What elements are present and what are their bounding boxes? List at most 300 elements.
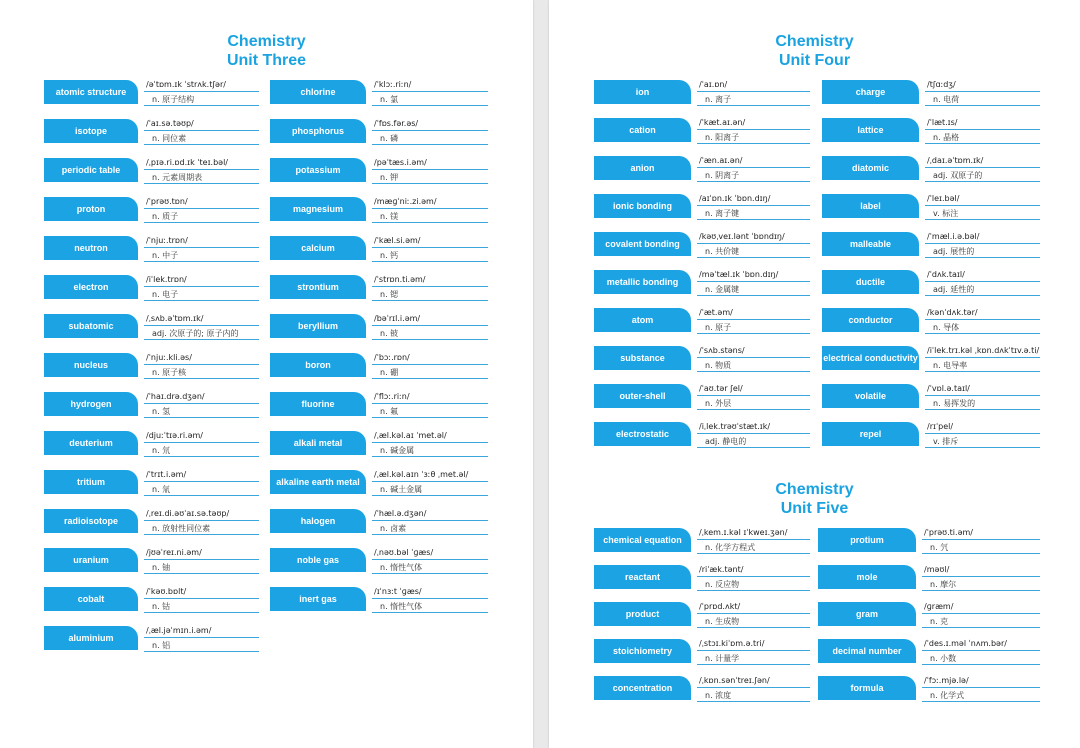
meaning-text: n. 铀 [152,563,171,572]
term-label: halogen [270,509,366,533]
phonetic-text: /ˈnjuː.kli.əs/ [146,353,192,362]
term-label: strontium [270,275,366,299]
phonetic-text: /ɪˈnɜːt ˈɡæs/ [374,587,422,596]
underline-rule [144,325,259,326]
term-label: potassium [270,158,366,182]
phonetic-text: /ˈdes.ɪ.məl ˈnʌm.bər/ [924,639,1007,648]
meaning-text: n. 原子 [705,323,732,332]
meaning-text: n. 化学方程式 [705,543,756,552]
phonetic-text: /djuːˈtɪə.ri.əm/ [146,431,203,440]
underline-rule [372,247,488,248]
vocab-entry-electrostatic [594,422,810,448]
underline-rule [925,91,1040,92]
term-label: deuterium [44,431,138,455]
term-label: reactant [594,565,691,589]
meaning-text: n. 铍 [380,329,399,338]
underline-rule [922,627,1040,628]
underline-rule [372,598,488,599]
meaning-text: n. 碱土金属 [380,485,423,494]
term-label: substance [594,346,691,370]
meaning-text: n. 易挥发的 [933,399,976,408]
underline-rule [372,559,488,560]
term-label: electrical conductivity [822,346,919,370]
term-label: inert gas [270,587,366,611]
vocab-entry-chemical-equation [594,528,810,554]
underline-rule [372,534,488,535]
term-label: noble gas [270,548,366,572]
meaning-text: n. 硼 [380,368,399,377]
underline-rule [925,219,1040,220]
term-label: atom [594,308,691,332]
vocab-entry-nucleus [44,353,259,379]
meaning-text: n. 氚 [152,485,171,494]
vocab-entry-boron [270,353,488,379]
vocab-entry-uranium [44,548,259,574]
underline-rule [144,222,259,223]
term-label: proton [44,197,138,221]
meaning-text: n. 元素周期表 [152,173,203,182]
underline-rule [697,281,810,282]
underline-rule [697,395,810,396]
vocab-entry-ductile [822,270,1040,296]
vocab-entry-electron [44,275,259,301]
underline-rule [925,167,1040,168]
vocab-entry-inert-gas [270,587,488,613]
phonetic-text: /ˈfɒs.fər.əs/ [374,119,419,128]
underline-rule [144,91,259,92]
subject-heading: Chemistry [775,481,854,498]
underline-rule [697,243,810,244]
meaning-text: n. 克 [930,617,949,626]
unit-heading: Unit Five [780,500,849,517]
phonetic-text: /məʊl/ [924,565,950,574]
underline-rule [922,590,1040,591]
meaning-text: n. 钴 [152,602,171,611]
underline-rule [922,613,1040,614]
term-label: magnesium [270,197,366,221]
meaning-text: n. 离子键 [705,209,740,218]
meaning-text: adj. 次原子的; 原子内的 [152,329,239,338]
underline-rule [372,208,488,209]
meaning-text: n. 氘 [152,446,171,455]
meaning-text: n. 导体 [933,323,960,332]
underline-rule [697,319,810,320]
phonetic-text: /ˈkæt.aɪ.ən/ [699,118,746,127]
term-label: malleable [822,232,919,256]
term-label: ionic bonding [594,194,691,218]
underline-rule [144,573,259,574]
underline-rule [372,417,488,418]
phonetic-text: /ˈstrɒn.ti.əm/ [374,275,426,284]
underline-rule [925,433,1040,434]
underline-rule [925,181,1040,182]
underline-rule [144,208,259,209]
meaning-text: n. 浓度 [705,691,732,700]
term-label: stoichiometry [594,639,691,663]
underline-rule [922,664,1040,665]
vocab-entry-subatomic [44,314,259,340]
phonetic-text: /ˈklɔː.riːn/ [374,80,412,89]
underline-rule [697,181,810,182]
term-label: formula [818,676,916,700]
term-label: conductor [822,308,919,332]
underline-rule [925,105,1040,106]
phonetic-text: /ˌæl.jəˈmɪn.i.əm/ [146,626,212,635]
term-label: electron [44,275,138,299]
vocab-entry-cation [594,118,810,144]
phonetic-text: /ˈbɔː.rɒn/ [374,353,410,362]
term-label: tritium [44,470,138,494]
underline-rule [697,627,810,628]
term-label: charge [822,80,919,104]
phonetic-text: /əˈtɒm.ɪk ˈstrʌk.tʃər/ [146,80,226,89]
underline-rule [697,205,810,206]
underline-rule [925,205,1040,206]
vocab-entry-substance [594,346,810,372]
phonetic-text: /ˈlæt.ɪs/ [927,118,958,127]
vocab-entry-aluminium [44,626,259,652]
underline-rule [372,325,488,326]
phonetic-text: /ˌpɪə.ri.ɒd.ɪk ˈteɪ.bəl/ [146,158,229,167]
phonetic-text: /ˈsʌb.stəns/ [699,346,745,355]
underline-rule [144,378,259,379]
meaning-text: n. 镁 [380,212,399,221]
phonetic-text: /ˌreɪ.di.əʊˈaɪ.sə.təʊp/ [146,509,230,518]
underline-rule [372,403,488,404]
phonetic-text: /rɪˈpel/ [927,422,954,431]
vocab-entry-repel [822,422,1040,448]
underline-rule [372,105,488,106]
subject-heading: Chemistry [227,33,306,50]
underline-rule [925,333,1040,334]
underline-rule [144,481,259,482]
underline-rule [697,539,810,540]
underline-rule [922,687,1040,688]
underline-rule [372,286,488,287]
term-label: chemical equation [594,528,691,552]
underline-rule [697,167,810,168]
term-label: hydrogen [44,392,138,416]
meaning-text: n. 晶格 [933,133,960,142]
vocab-entry-outer-shell [594,384,810,410]
underline-rule [372,91,488,92]
term-label: calcium [270,236,366,260]
underline-rule [697,295,810,296]
meaning-text: n. 电导率 [933,361,968,370]
phonetic-text: /ɡræm/ [924,602,954,611]
vocab-entry-decimal-number [818,639,1040,665]
meaning-text: v. 标注 [933,209,959,218]
vocab-entry-label [822,194,1040,220]
underline-rule [922,576,1040,577]
underline-rule [144,495,259,496]
meaning-text: n. 外层 [705,399,732,408]
underline-rule [922,701,1040,702]
underline-rule [372,456,488,457]
phonetic-text: /iˈlek.trɒn/ [146,275,187,284]
vocab-entry-periodic-table [44,158,259,184]
term-label: metallic bonding [594,270,691,294]
meaning-text: n. 原子结构 [152,95,195,104]
vocab-entry-diatomic [822,156,1040,182]
underline-rule [144,520,259,521]
term-label: decimal number [818,639,916,663]
term-label: uranium [44,548,138,572]
underline-rule [697,650,810,651]
vocab-entry-alkaline-earth-metal [270,470,488,496]
phonetic-text: /kənˈdʌk.tər/ [927,308,978,317]
meaning-text: n. 氟 [380,407,399,416]
meaning-text: n. 计量学 [705,654,740,663]
vocab-entry-magnesium [270,197,488,223]
phonetic-text: /mæɡˈniː.zi.əm/ [374,197,437,206]
page-left [0,0,533,748]
vocab-entry-electrical-conductivity [822,346,1040,372]
phonetic-text: /ˌkɒn.sənˈtreɪ.ʃən/ [699,676,770,685]
vocab-entry-atomic-structure [44,80,259,106]
underline-rule [697,357,810,358]
underline-rule [144,261,259,262]
vocab-entry-chlorine [270,80,488,106]
term-label: repel [822,422,919,446]
underline-rule [144,364,259,365]
underline-rule [925,395,1040,396]
vocab-entry-neutron [44,236,259,262]
vocab-entry-malleable [822,232,1040,258]
underline-rule [372,612,488,613]
phonetic-text: /ˈprəʊ.ti.əm/ [924,528,973,537]
term-label: volatile [822,384,919,408]
meaning-text: n. 碱金属 [380,446,415,455]
phonetic-text: /ˈhæl.ə.dʒən/ [374,509,427,518]
vocab-entry-alkali-metal [270,431,488,457]
underline-rule [144,183,259,184]
meaning-text: n. 钾 [380,173,399,182]
phonetic-text: /bəˈrɪl.i.əm/ [374,314,421,323]
phonetic-text: /ˈaʊ.tər ʃel/ [699,384,743,393]
phonetic-text: /ˌæl.kəl.aɪn ˈɜːθ ˌmet.əl/ [374,470,469,479]
underline-rule [372,481,488,482]
term-label: anion [594,156,691,180]
underline-rule [372,300,488,301]
underline-rule [144,300,259,301]
vocab-entry-strontium [270,275,488,301]
underline-rule [697,664,810,665]
term-label: electrostatic [594,422,691,446]
underline-rule [697,91,810,92]
underline-rule [144,247,259,248]
phonetic-text: /pəˈtæs.i.əm/ [374,158,427,167]
meaning-text: n. 离子 [705,95,732,104]
phonetic-text: /ˈmæl.i.ə.bəl/ [927,232,980,241]
meaning-text: n. 中子 [152,251,179,260]
underline-rule [697,613,810,614]
term-label: diatomic [822,156,919,180]
underline-rule [697,219,810,220]
term-label: concentration [594,676,691,700]
underline-rule [922,539,1040,540]
vocab-entry-gram [818,602,1040,628]
underline-rule [925,281,1040,282]
underline-rule [925,371,1040,372]
term-label: radioisotope [44,509,138,533]
term-label: chlorine [270,80,366,104]
meaning-text: adj. 静电的 [705,437,747,446]
term-label: atomic structure [44,80,138,104]
underline-rule [372,520,488,521]
meaning-text: n. 氯 [380,95,399,104]
underline-rule [697,129,810,130]
meaning-text: n. 生成物 [705,617,740,626]
vocab-entry-phosphorus [270,119,488,145]
term-label: isotope [44,119,138,143]
phonetic-text: /kəʊˌveɪ.lənt ˈbɒndɪŋ/ [699,232,785,241]
unit-four-title [549,32,1080,70]
vocab-entry-radioisotope [44,509,259,535]
term-label: alkali metal [270,431,366,455]
term-label: periodic table [44,158,138,182]
vocab-entry-isotope [44,119,259,145]
term-label: boron [270,353,366,377]
meaning-text: n. 磷 [380,134,399,143]
phonetic-text: /riˈæk.tənt/ [699,565,744,574]
term-label: phosphorus [270,119,366,143]
underline-rule [925,357,1040,358]
meaning-text: n. 锶 [380,290,399,299]
vocab-entry-stoichiometry [594,639,810,665]
underline-rule [144,339,259,340]
phonetic-text: /ˌnəʊ.bəl ˈɡæs/ [374,548,434,557]
underline-rule [144,559,259,560]
meaning-text: n. 钙 [380,251,399,260]
underline-rule [697,590,810,591]
vocab-entry-conductor [822,308,1040,334]
term-label: alkaline earth metal [270,470,366,494]
underline-rule [372,222,488,223]
term-label: nucleus [44,353,138,377]
vocab-entry-formula [818,676,1040,702]
meaning-text: n. 小数 [930,654,957,663]
underline-rule [144,442,259,443]
vocab-entry-product [594,602,810,628]
underline-rule [372,442,488,443]
underline-rule [144,286,259,287]
meaning-text: n. 卤素 [380,524,407,533]
vocab-entry-reactant [594,565,810,591]
phonetic-text: /ˌæl.kəl.aɪ ˈmet.əl/ [374,431,447,440]
underline-rule [372,261,488,262]
vocab-entry-ion [594,80,810,106]
underline-rule [925,129,1040,130]
vocab-entry-metallic-bonding [594,270,810,296]
phonetic-text: /ˈhaɪ.drə.dʒən/ [146,392,205,401]
underline-rule [144,144,259,145]
vocab-entry-cobalt [44,587,259,613]
vocab-entry-ionic-bonding [594,194,810,220]
subject-heading: Chemistry [775,33,854,50]
meaning-text: n. 惰性气体 [380,563,423,572]
meaning-text: v. 排斥 [933,437,959,446]
phonetic-text: /iˌlek.trəʊˈstæt.ɪk/ [699,422,771,431]
meaning-text: n. 阴离子 [705,171,740,180]
vocab-entry-proton [44,197,259,223]
unit-heading: Unit Three [226,52,307,69]
underline-rule [697,576,810,577]
meaning-text: n. 电子 [152,290,179,299]
underline-rule [697,371,810,372]
underline-rule [925,447,1040,448]
phonetic-text: /ˈtrɪt.i.əm/ [146,470,187,479]
unit-heading: Unit Four [778,52,851,69]
underline-rule [922,650,1040,651]
page-right [549,0,1080,748]
underline-rule [372,364,488,365]
vocab-entry-protium [818,528,1040,554]
phonetic-text: /tʃɑːdʒ/ [927,80,956,89]
meaning-text: n. 电荷 [933,95,960,104]
underline-rule [925,257,1040,258]
meaning-text: n. 放射性同位素 [152,524,211,533]
underline-rule [372,130,488,131]
vocab-entry-hydrogen [44,392,259,418]
meaning-text: n. 共价键 [705,247,740,256]
underline-rule [925,143,1040,144]
underline-rule [925,243,1040,244]
vocab-entry-lattice [822,118,1040,144]
vocab-entry-atom [594,308,810,334]
underline-rule [372,378,488,379]
vocab-entry-calcium [270,236,488,262]
term-label: outer-shell [594,384,691,408]
term-label: cation [594,118,691,142]
underline-rule [144,456,259,457]
meaning-text: n. 金属键 [705,285,740,294]
term-label: cobalt [44,587,138,611]
underline-rule [144,598,259,599]
underline-rule [372,144,488,145]
vocab-entry-deuterium [44,431,259,457]
underline-rule [697,105,810,106]
phonetic-text: /ˈfɔː.mjə.lə/ [924,676,969,685]
underline-rule [372,495,488,496]
underline-rule [697,143,810,144]
underline-rule [922,553,1040,554]
meaning-text: adj. 延性的 [933,285,975,294]
phonetic-text: /ˈleɪ.bəl/ [927,194,960,203]
unit-five-title [549,480,1080,518]
underline-rule [372,339,488,340]
term-label: product [594,602,691,626]
meaning-text: n. 氢 [152,407,171,416]
term-label: beryllium [270,314,366,338]
term-label: neutron [44,236,138,260]
vocab-entry-concentration [594,676,810,702]
vocab-entry-tritium [44,470,259,496]
vocab-entry-charge [822,80,1040,106]
meaning-text: n. 惰性气体 [380,602,423,611]
phonetic-text: /ˌdaɪ.əˈtɒm.ɪk/ [927,156,984,165]
underline-rule [372,573,488,574]
meaning-text: n. 阳离子 [705,133,740,142]
phonetic-text: /iˈlek.trɪ.kəl ˌkɒn.dʌkˈtɪv.ə.ti/ [927,346,1040,355]
underline-rule [697,333,810,334]
term-label: label [822,194,919,218]
term-label: ductile [822,270,919,294]
meaning-text: n. 铝 [152,641,171,650]
term-label: gram [818,602,916,626]
term-label: fluorine [270,392,366,416]
phonetic-text: /ˈæn.aɪ.ən/ [699,156,743,165]
